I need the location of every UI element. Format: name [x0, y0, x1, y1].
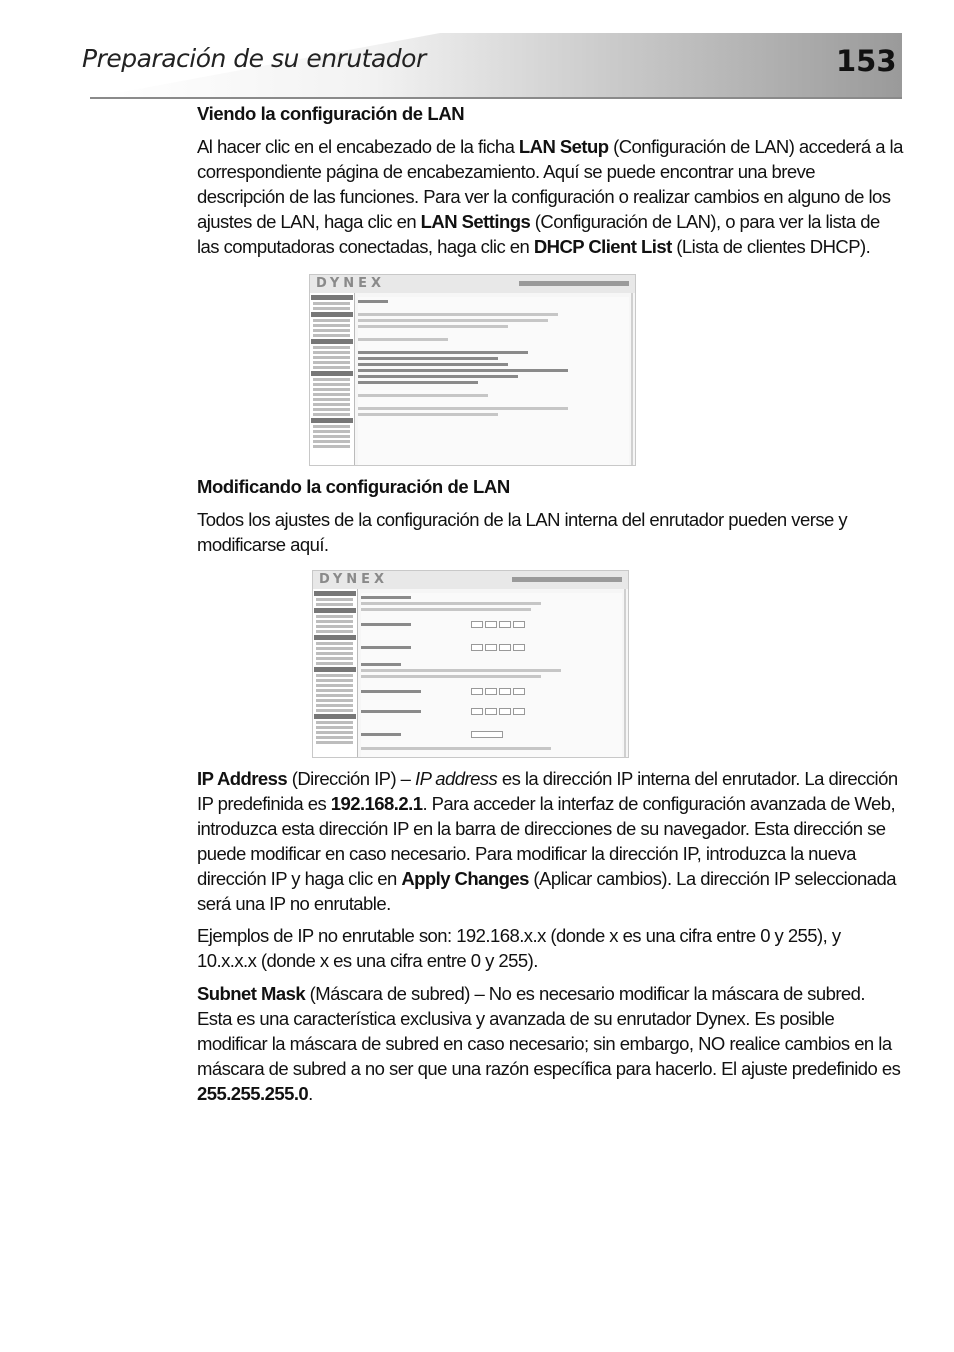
- term-dhcp-client-list: DHCP Client List: [533, 236, 672, 257]
- default-subnet: 255.255.255.0: [197, 1083, 309, 1104]
- term-lan-setup: LAN Setup: [518, 136, 609, 157]
- screenshot-sidebar: [313, 589, 358, 757]
- term-lan-settings: LAN Settings: [420, 211, 531, 232]
- term-ip-address-italic: IP address: [415, 768, 498, 789]
- screenshot-lan-overview: [309, 274, 636, 466]
- screenshot-main-panel: [358, 297, 629, 465]
- text: es la dirección IP interna del enrutador. La dirección IP predefinida es: [197, 768, 898, 814]
- paragraph-nonroutable-examples: Ejemplos de IP no enrutable son: 192.168.x.x (donde x es una cifra entre 0 y 255), y 10.x.x.x (donde x es una cifra entre 0 y 255).: [197, 925, 841, 971]
- term-apply-changes: Apply Changes: [401, 868, 529, 889]
- text: (Configuración de LAN) accederá a la correspondiente página de encabezamiento. Aquí se puede encontrar una breve descripción de las funciones. Para ver la configuración o realizar cambios en alguno de los ajustes de LAN, haga clic en: [197, 136, 903, 232]
- screenshot-lan-settings: [312, 570, 629, 758]
- text: (Máscara de subred) – No es necesario modificar la máscara de subred. Esta es una característica exclusiva y avanzada de su enrutador Dynex. Es posible modificar la máscara de subred en caso necesario; sin embargo, NO realice cambios en la máscara de subred a no ser que una razón específica para hacerlo. El ajuste predefinido es: [197, 983, 901, 1079]
- paragraph-lan-settings-intro: Todos los ajustes de la configuración de la LAN interna del enrutador pueden verse y modificarse aquí.: [197, 509, 848, 555]
- section-heading-modifying-lan: Modificando la configuración de LAN: [197, 476, 510, 497]
- paragraph-ip-address: [197, 766, 903, 916]
- paragraph-lan-setup: [197, 134, 903, 259]
- screenshot-scrollbar: [631, 293, 633, 465]
- screenshot-scrollbar: [624, 589, 626, 757]
- text: (Aplicar cambios). La dirección IP seleccionada será una IP no enrutable.: [197, 868, 896, 914]
- text: . Para acceder la interfaz de configuración avanzada de Web, introduzca esta dirección IP en la barra de direcciones de su navegador. Esta dirección se puede modificar en caso necesario. Para modificar la dirección IP, introduzca la nueva dirección IP y haga clic en: [197, 793, 896, 889]
- section-heading-viewing-lan: Viendo la configuración de LAN: [197, 103, 465, 124]
- paragraph-subnet-mask: [197, 981, 903, 1106]
- screenshot-topbar: [310, 275, 635, 293]
- dynex-logo: DYNEX: [316, 276, 386, 291]
- text: (Lista de clientes DHCP).: [671, 236, 871, 257]
- running-header-title: Preparación de su enrutador: [82, 44, 426, 73]
- screenshot-nav-links: [519, 281, 629, 286]
- screenshot-topbar: [313, 571, 628, 589]
- text: (Dirección IP) –: [287, 768, 415, 789]
- text: (Configuración de LAN), o para ver la lista de las computadoras conectadas, haga clic en: [197, 211, 880, 257]
- screenshot-sidebar: [310, 293, 355, 465]
- default-ip: 192.168.2.1: [330, 793, 423, 814]
- text: .: [308, 1083, 313, 1104]
- text: Al hacer clic en el encabezado de la ficha: [197, 136, 519, 157]
- term-ip-address: IP Address: [197, 768, 288, 789]
- page-number: 153: [836, 44, 897, 78]
- term-subnet-mask: Subnet Mask: [197, 983, 306, 1004]
- screenshot-nav-links: [512, 577, 622, 582]
- screenshot-main-panel: [361, 593, 622, 757]
- dynex-logo: DYNEX: [319, 572, 389, 587]
